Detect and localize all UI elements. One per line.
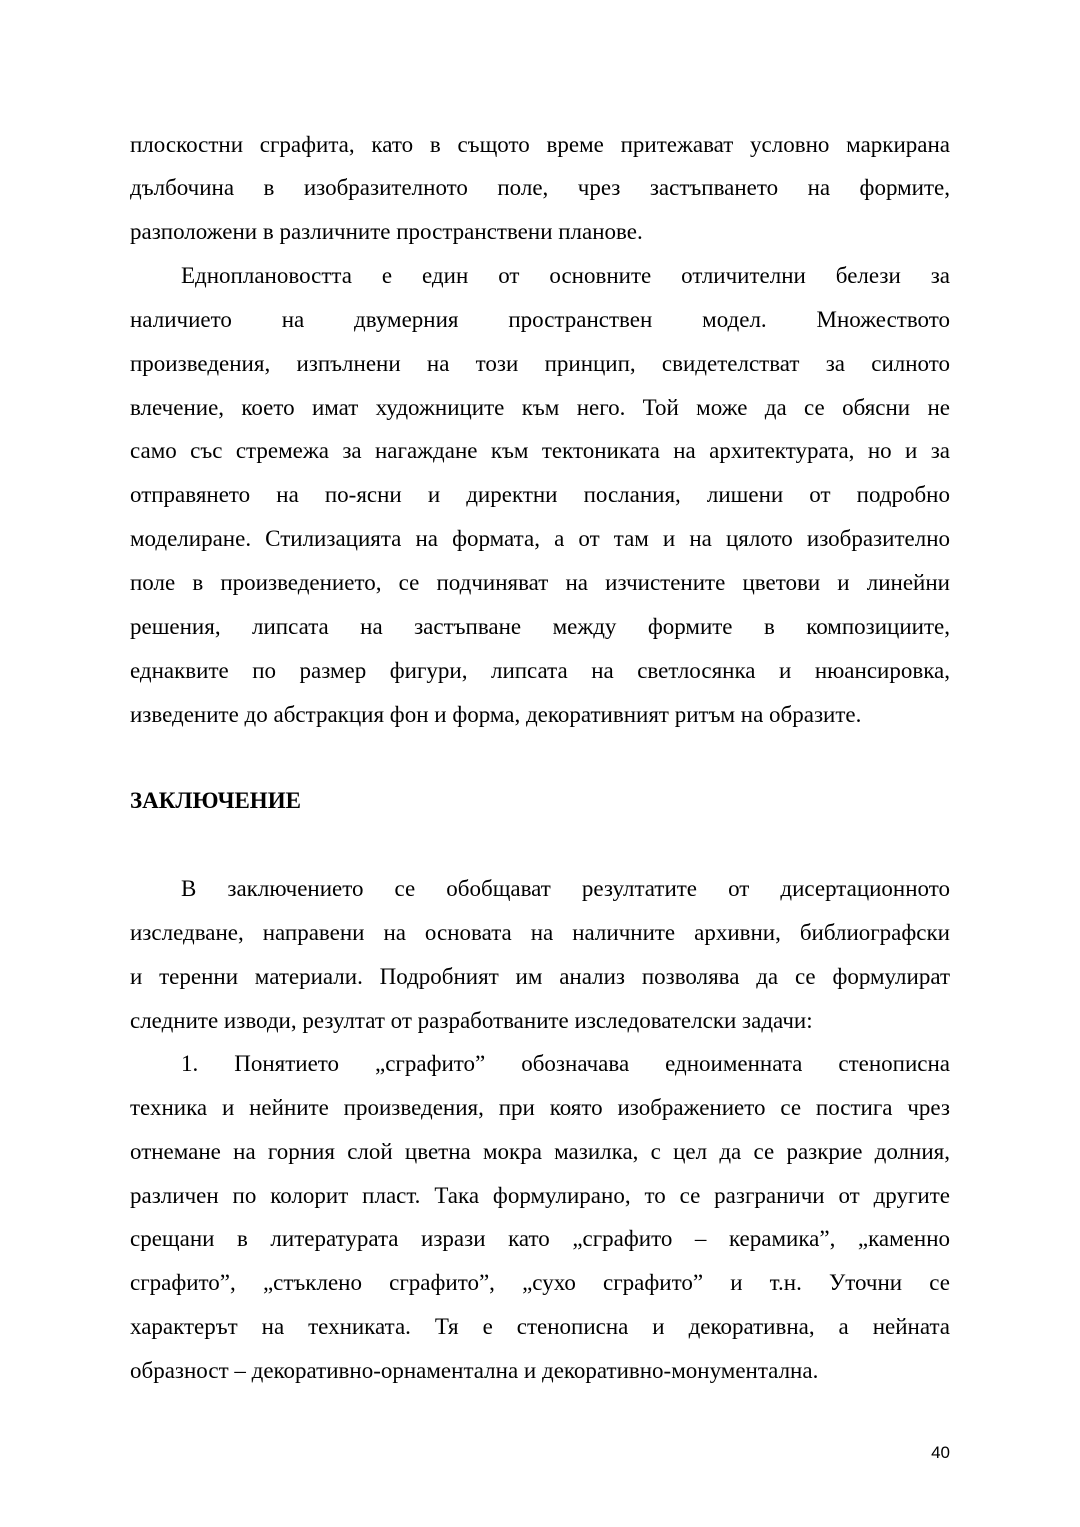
section-heading: ЗАКЛЮЧЕНИЕ <box>130 788 301 813</box>
text-line: разположени в различните пространствени планове. <box>130 219 643 244</box>
text-line: поле в произведението, се подчиняват на изчистените цветови и линейни <box>130 570 950 595</box>
text-line: сграфито”, „стъклено сграфито”, „сухо сграфито” и т.н. Уточни се <box>130 1270 950 1295</box>
text-line: еднаквите по размер фигури, липсата на светлосянка и нюансировка, <box>130 658 950 683</box>
text-line: моделиране. Стилизацията на формата, а от там и на цялото изобразително <box>130 526 950 551</box>
text-line: плоскостни сграфита, като в същото време притежават условно маркирана <box>130 132 950 157</box>
text-line: влечение, което имат художниците към него. Той може да се обясни не <box>130 395 950 420</box>
text-line: характерът на техниката. Тя е стенописна и декоративна, а нейната <box>130 1314 950 1339</box>
text-line: и теренни материали. Подробният им анализ позволява да се формулират <box>130 964 950 989</box>
text-line: само със стремежа за нагаждане към тектониката на архитектурата, но и за <box>130 438 950 463</box>
text-line: решения, липсата на застъпване между формите в композициите, <box>130 614 950 639</box>
text-line: отправянето на по-ясни и директни послания, лишени от подробно <box>130 482 950 507</box>
text-line: следните изводи, резултат от разработваните изследователски задачи: <box>130 1008 813 1033</box>
text-line: срещани в литературата изрази като „сграфито – керамика”, „каменно <box>130 1226 950 1251</box>
text-line: изследване, направени на основата на наличните архивни, библиографски <box>130 920 950 945</box>
page-number: 40 <box>931 1443 950 1462</box>
text-line: В заключението се обобщават резултатите от дисертационното <box>181 876 950 901</box>
text-line: образност – декоративно-орнаментална и декоративно-монументална. <box>130 1358 819 1383</box>
text-line: различен по колорит пласт. Така формулирано, то се разграничи от другите <box>130 1183 950 1208</box>
text-line: техника и нейните произведения, при която изображението се постига чрез <box>130 1095 950 1120</box>
text-line: изведените до абстракция фон и форма, декоративният ритъм на образите. <box>130 702 862 727</box>
text-line: Едноплановостта е един от основните отличителни белези за <box>181 263 950 288</box>
text-line: наличието на двумерния пространствен модел. Множеството <box>130 307 950 332</box>
text-line: 1. Понятието „сграфито” обозначава едноименната стенописна <box>181 1051 950 1076</box>
text-line: произведения, изпълнени на този принцип, свидетелстват за силното <box>130 351 950 376</box>
text-line: дълбочина в изобразителното поле, чрез застъпването на формите, <box>130 175 950 200</box>
text-line: отнемане на горния слой цветна мокра мазилка, с цел да се разкрие долния, <box>130 1139 950 1164</box>
